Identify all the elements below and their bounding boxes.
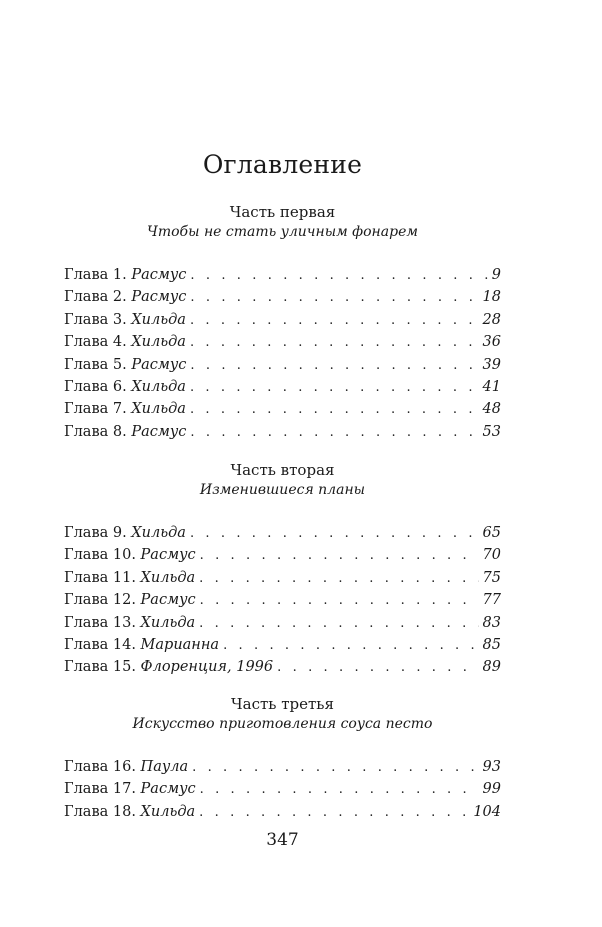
chapter-name: Паула xyxy=(140,759,189,775)
dot-leader xyxy=(277,657,478,679)
dot-leader xyxy=(190,422,478,444)
chapter-label: Глава 15. xyxy=(64,659,136,676)
chapter-label: Глава 4. xyxy=(64,334,127,351)
chapter-label: Глава 10. xyxy=(64,547,136,564)
toc-entry[interactable] xyxy=(64,331,501,353)
toc-entry[interactable] xyxy=(64,354,501,376)
page-number: 41 xyxy=(482,378,501,395)
dot-leader xyxy=(199,568,478,590)
dot-leader xyxy=(190,355,478,377)
chapter-name: Хильда xyxy=(140,803,196,820)
toc-list xyxy=(64,264,501,443)
dot-leader xyxy=(190,287,478,309)
toc-entry[interactable] xyxy=(64,522,501,544)
chapter-name: Расмус xyxy=(131,423,187,440)
toc-entry[interactable] xyxy=(64,778,501,800)
dot-leader xyxy=(199,613,478,635)
chapter-label: Глава 11. xyxy=(64,569,136,586)
page-number: 104 xyxy=(473,803,501,820)
chapter-label: Глава 16. xyxy=(64,759,136,775)
toc-entry[interactable] xyxy=(64,801,501,823)
page-number: 93 xyxy=(482,759,501,775)
toc-entry[interactable] xyxy=(64,286,501,308)
part-header: Часть первая xyxy=(229,203,336,221)
toc-entry[interactable] xyxy=(64,309,501,331)
toc-entry[interactable] xyxy=(64,567,501,589)
page-number: 85 xyxy=(482,636,501,653)
chapter-name: Расмус xyxy=(140,781,196,798)
part-header: Часть третья xyxy=(231,695,334,713)
chapter-label: Глава 13. xyxy=(64,614,136,631)
dot-leader xyxy=(200,545,479,567)
page-number: 18 xyxy=(482,289,501,306)
dot-leader xyxy=(190,332,479,354)
toc-list xyxy=(64,522,501,679)
dot-leader xyxy=(190,310,479,332)
toc-entry[interactable] xyxy=(64,656,501,678)
chapter-name: Хильда xyxy=(131,401,186,418)
dot-leader xyxy=(223,635,478,657)
page-number: 75 xyxy=(482,569,501,586)
chapter-name: Расмус xyxy=(131,267,187,283)
toc-entry[interactable] xyxy=(64,544,501,566)
page-number: 99 xyxy=(482,781,501,798)
chapter-name: Хильда xyxy=(131,525,186,541)
dot-leader xyxy=(190,523,479,545)
dot-leader xyxy=(190,265,487,287)
toc-entry[interactable] xyxy=(64,756,501,778)
toc-entry[interactable] xyxy=(64,398,501,420)
chapter-label: Глава 18. xyxy=(64,803,136,820)
chapter-label: Глава 1. xyxy=(64,267,127,283)
chapter-label: Глава 2. xyxy=(64,289,127,306)
chapter-name: Расмус xyxy=(140,592,196,609)
part-2-section xyxy=(64,460,501,679)
page-number: 36 xyxy=(482,334,501,351)
page-number: 83 xyxy=(482,614,501,631)
chapter-name: Хильда xyxy=(140,614,196,631)
toc-entry[interactable] xyxy=(64,589,501,611)
chapter-name: Марианна xyxy=(140,636,220,653)
dot-leader xyxy=(190,377,479,399)
toc-entry[interactable] xyxy=(64,264,501,286)
chapter-label: Глава 6. xyxy=(64,378,127,395)
part-subtitle: Изменившиеся планы xyxy=(199,482,366,498)
part-3-section xyxy=(64,694,501,823)
chapter-label: Глава 8. xyxy=(64,423,127,440)
page-number: 9 xyxy=(491,267,501,283)
chapter-label: Глава 3. xyxy=(64,311,127,328)
chapter-name: Хильда xyxy=(131,378,186,395)
page-number: 70 xyxy=(482,547,501,564)
page-number: 89 xyxy=(482,659,501,676)
chapter-label: Глава 12. xyxy=(64,592,136,609)
dot-leader xyxy=(190,399,479,421)
toc-list xyxy=(64,756,501,823)
part-1-section xyxy=(64,202,501,443)
chapter-name: Расмус xyxy=(140,547,196,564)
page-number: 77 xyxy=(482,592,501,609)
chapter-label: Глава 7. xyxy=(64,401,127,418)
dot-leader xyxy=(200,779,479,801)
part-subtitle: Искусство приготовления соуса песто xyxy=(132,716,433,732)
page-number: 39 xyxy=(482,356,501,373)
chapter-name: Хильда xyxy=(140,569,196,586)
chapter-name: Флоренция, 1996 xyxy=(140,659,274,676)
page-number: 48 xyxy=(482,401,501,418)
chapter-label: Глава 14. xyxy=(64,636,136,653)
part-header: Часть вторая xyxy=(230,461,335,479)
chapter-name: Расмус xyxy=(131,289,187,306)
toc-entry[interactable] xyxy=(64,634,501,656)
dot-leader xyxy=(192,757,478,779)
chapter-name: Хильда xyxy=(131,311,186,328)
page-number: 65 xyxy=(482,525,501,541)
page-number: 53 xyxy=(482,423,501,440)
page-title: Оглавление xyxy=(202,150,363,179)
toc-entry[interactable] xyxy=(64,421,501,443)
dot-leader xyxy=(200,590,479,612)
chapter-label: Глава 9. xyxy=(64,525,127,541)
toc-entry[interactable] xyxy=(64,376,501,398)
dot-leader xyxy=(199,802,469,824)
chapter-label: Глава 17. xyxy=(64,781,136,798)
page-number: 28 xyxy=(482,311,501,328)
chapter-name: Расмус xyxy=(131,356,187,373)
chapter-label: Глава 5. xyxy=(64,356,127,373)
part-subtitle: Чтобы не стать уличным фонарем xyxy=(147,224,418,240)
toc-entry[interactable] xyxy=(64,612,501,634)
chapter-name: Хильда xyxy=(131,334,186,351)
page-folio: 347 xyxy=(266,830,299,850)
